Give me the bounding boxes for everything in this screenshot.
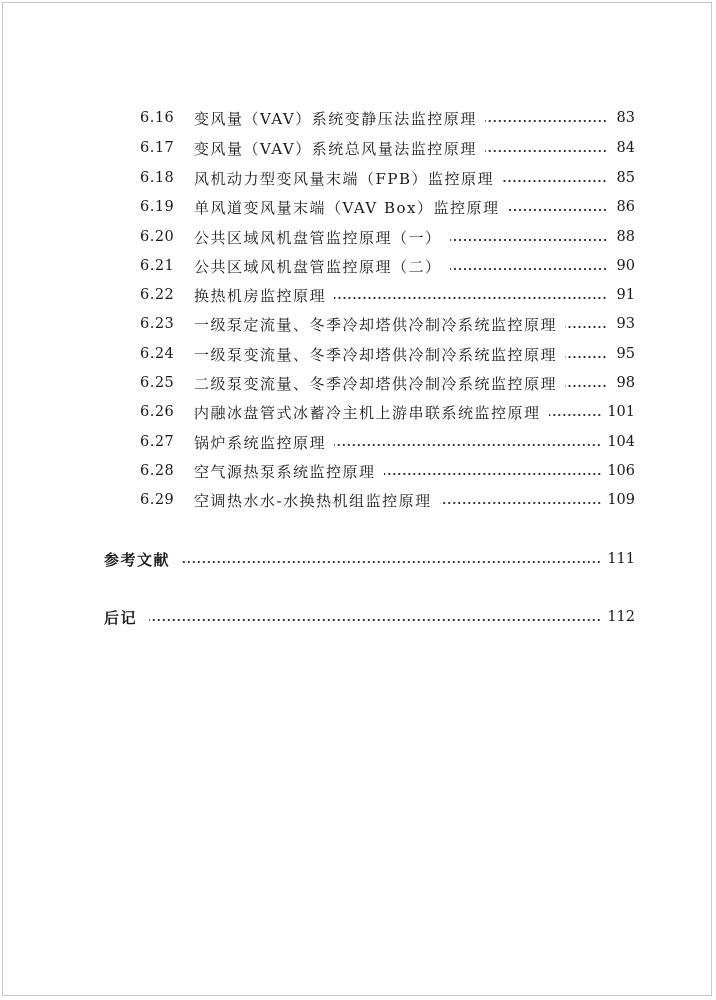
toc-entry[interactable] [140,342,635,366]
toc-entry[interactable] [140,459,635,483]
dot-leader [384,473,602,475]
toc-entry-title: 空气源热泵系统监控原理 [194,462,376,481]
toc-entry-title: 换热机房监控原理 [194,286,327,305]
section-page: 112 [607,609,635,625]
toc-entry-number: 6.21 [140,258,175,274]
toc-entry-number: 6.25 [140,375,175,391]
toc-section-references[interactable] [104,546,635,572]
dot-leader [485,120,607,122]
section-title: 后记 [104,608,138,627]
toc-entry-page: 109 [607,492,635,508]
toc-entry-number: 6.17 [140,140,175,156]
toc-entry-page: 85 [616,170,635,186]
toc-entry[interactable] [140,195,635,219]
toc-entry-page: 90 [616,258,635,274]
dot-leader [565,385,607,387]
toc-entry-number: 6.28 [140,463,175,479]
dot-leader [508,209,607,211]
toc-entry-title: 锅炉系统监控原理 [194,433,327,452]
toc-entry-title: 公共区域风机盘管监控原理（一） [194,228,442,247]
dot-leader [549,414,602,416]
toc-entry-number: 6.26 [140,404,175,420]
toc-entry[interactable] [140,400,635,424]
dot-leader [334,297,607,299]
toc-entry-title: 风机动力型变风量末端（FPB）监控原理 [194,169,495,188]
toc-entry-title: 变风量（VAV）系统总风量法监控原理 [194,139,477,158]
toc-entry-title: 内融冰盘管式冰蓄冷主机上游串联系统监控原理 [194,403,541,422]
toc-entry-title: 公共区域风机盘管监控原理（二） [194,257,442,276]
toc-entry-page: 93 [616,316,635,332]
toc-entry-page: 86 [616,199,635,215]
toc-entry-title: 二级泵变流量、冬季冷却塔供冷制冷系统监控原理 [194,374,558,393]
toc-entry-page: 95 [616,346,635,362]
toc-entry-page: 104 [607,434,635,450]
toc-section-afterword[interactable] [104,604,635,630]
toc-entry-page: 98 [616,375,635,391]
toc-entry[interactable] [140,254,635,278]
toc-entry-page: 83 [616,110,635,126]
toc-entry[interactable] [140,283,635,307]
toc-entry-number: 6.27 [140,434,175,450]
dot-leader [450,268,607,270]
dot-leader [440,502,602,504]
toc-entry-number: 6.24 [140,346,175,362]
toc-entry-title: 一级泵定流量、冬季冷却塔供冷制冷系统监控原理 [194,315,558,334]
toc-entry[interactable] [140,430,635,454]
toc-entry-page: 84 [616,140,635,156]
toc-entry[interactable] [140,371,635,395]
dot-leader [565,356,607,358]
dot-leader [450,239,607,241]
toc-entry[interactable] [140,488,635,512]
toc-entry-title: 单风道变风量末端（VAV Box）监控原理 [194,198,500,217]
toc-entry-number: 6.22 [140,287,175,303]
section-title: 参考文献 [104,550,171,569]
dot-leader [485,150,607,152]
toc-entry[interactable] [140,136,635,160]
toc-entry-page: 88 [616,229,635,245]
toc-entry-number: 6.20 [140,229,175,245]
toc-entry-number: 6.29 [140,492,175,508]
dot-leader [502,180,607,182]
toc-entry-page: 101 [607,404,635,420]
toc-entry[interactable] [140,312,635,336]
toc-entry-page: 91 [616,287,635,303]
toc-entry-number: 6.23 [140,316,175,332]
toc-entry-number: 6.19 [140,199,175,215]
toc-entry-number: 6.16 [140,110,175,126]
toc-entry-title: 变风量（VAV）系统变静压法监控原理 [194,109,477,128]
dot-leader [182,561,601,563]
toc-entry-title: 一级泵变流量、冬季冷却塔供冷制冷系统监控原理 [194,345,558,364]
toc-entry[interactable] [140,225,635,249]
toc-entry-page: 106 [607,463,635,479]
section-page: 111 [607,551,635,567]
toc-entry-title: 空调热水水-水换热机组监控原理 [194,491,432,510]
toc-entry[interactable] [140,106,635,130]
toc-entry[interactable] [140,166,635,190]
toc-entry-number: 6.18 [140,170,175,186]
dot-leader [565,326,607,328]
dot-leader [334,444,601,446]
dot-leader [149,619,601,621]
